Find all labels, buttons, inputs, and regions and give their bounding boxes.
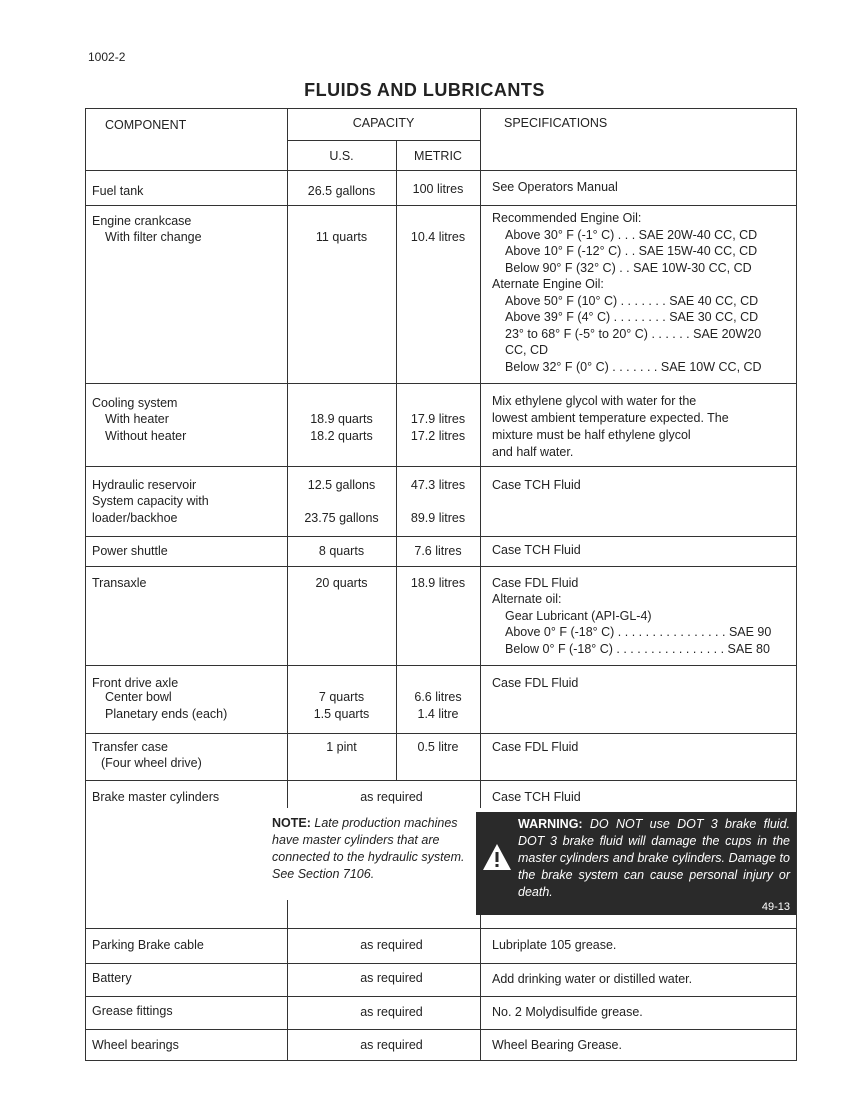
shuttle-spec: Case TCH Fluid — [492, 543, 581, 557]
row-divider — [85, 665, 797, 666]
front-spec: Case FDL Fluid — [492, 676, 579, 690]
table-border-left — [85, 108, 86, 1061]
transfer-spec: Case FDL Fluid — [492, 740, 579, 754]
fuel-us: 26.5 gallons — [307, 184, 376, 198]
front-component-sub: Planetary ends (each) — [105, 707, 228, 721]
engine-spec: Above 10° F (-12° C) . . SAE 15W-40 CC, CD — [505, 244, 758, 258]
engine-spec: Above 30° F (-1° C) . . . SAE 20W-40 CC, CD — [505, 228, 758, 242]
parking-spec: Lubriplate 105 grease. — [492, 938, 617, 952]
transaxle-spec: Below 0° F (-18° C) . . . . . . . . . . . . . . . . SAE 80 — [505, 642, 770, 656]
engine-spec: Aternate Engine Oil: — [492, 277, 604, 291]
row-divider — [85, 566, 797, 567]
shuttle-metric: 7.6 litres — [414, 544, 462, 558]
brake-component: Brake master cylinders — [92, 790, 220, 804]
engine-spec: CC, CD — [505, 343, 549, 357]
grease-component: Grease fittings — [92, 1004, 173, 1018]
transaxle-spec: Alternate oil: — [492, 592, 562, 606]
wheel-capacity: as required — [360, 1038, 423, 1052]
header-us: U.S. — [329, 149, 354, 163]
transfer-us: 1 pint — [326, 740, 357, 754]
engine-spec: Above 39° F (4° C) . . . . . . . . SAE 30 CC, CD — [505, 310, 759, 324]
warning-text — [518, 816, 790, 901]
hydraulic-us: 12.5 gallons — [307, 478, 376, 492]
fuel-metric: 100 litres — [412, 182, 464, 196]
hydraulic-component: loader/backhoe — [92, 511, 178, 525]
header-metric: METRIC — [414, 149, 462, 163]
cooling-spec: lowest ambient temperature expected. The — [492, 411, 729, 425]
header-divider — [85, 170, 797, 171]
row-divider — [85, 996, 797, 997]
engine-spec: Recommended Engine Oil: — [492, 211, 642, 225]
warning-label: WARNING: — [518, 817, 583, 831]
parking-capacity: as required — [360, 938, 423, 952]
fuel-spec: See Operators Manual — [492, 180, 618, 194]
row-divider — [85, 205, 797, 206]
hydraulic-component: System capacity with — [92, 494, 209, 508]
wheel-spec: Wheel Bearing Grease. — [492, 1038, 622, 1052]
engine-spec: Below 90° F (32° C) . . SAE 10W-30 CC, CD — [505, 261, 752, 275]
cooling-component: Cooling system — [92, 396, 178, 410]
table-border-top — [85, 108, 797, 109]
table-border-bottom — [85, 1060, 797, 1061]
front-component: Front drive axle — [92, 676, 179, 690]
hydraulic-spec: Case TCH Fluid — [492, 478, 581, 492]
engine-spec: Above 50° F (10° C) . . . . . . . SAE 40 CC, CD — [505, 294, 759, 308]
transaxle-us: 20 quarts — [315, 576, 368, 590]
column-divider — [480, 108, 481, 808]
cooling-metric: 17.9 litres — [410, 412, 466, 426]
engine-spec: Below 32° F (0° C) . . . . . . . SAE 10W CC, CD — [505, 360, 762, 374]
page-title: FLUIDS AND LUBRICANTS — [304, 80, 545, 100]
note-body: Late production machines have master cylinders that are connected to the hydraulic system. See Section 7106. — [272, 816, 465, 881]
cooling-spec: mixture must be half ethylene glycol — [492, 428, 691, 442]
transfer-component-sub: (Four wheel drive) — [101, 756, 202, 770]
brake-capacity: as required — [360, 790, 423, 804]
transaxle-metric: 18.9 litres — [410, 576, 466, 590]
note-text — [272, 815, 470, 883]
fuel-component: Fuel tank — [92, 184, 144, 198]
row-divider — [85, 383, 797, 384]
row-divider — [85, 780, 797, 781]
row-divider — [85, 963, 797, 964]
cooling-metric: 17.2 litres — [410, 429, 466, 443]
hydraulic-us: 23.75 gallons — [304, 511, 379, 525]
warning-box — [476, 812, 796, 915]
hydraulic-metric: 47.3 litres — [410, 478, 466, 492]
engine-metric: 10.4 litres — [410, 230, 466, 244]
battery-spec: Add drinking water or distilled water. — [492, 972, 693, 986]
hydraulic-metric: 89.9 litres — [410, 511, 466, 525]
wheel-component: Wheel bearings — [92, 1038, 179, 1052]
cooling-us: 18.9 quarts — [310, 412, 373, 426]
page-number: 1002-2 — [88, 50, 126, 64]
header-component: COMPONENT — [105, 118, 187, 132]
warning-triangle-icon — [482, 842, 512, 872]
cooling-spec: Mix ethylene glycol with water for the — [492, 394, 697, 408]
row-divider — [85, 1029, 797, 1030]
grease-spec: No. 2 Molydisulfide grease. — [492, 1005, 643, 1019]
transaxle-spec: Above 0° F (-18° C) . . . . . . . . . . . . . . . . SAE 90 — [505, 625, 772, 639]
note-label: NOTE: — [272, 816, 311, 830]
header-capacity: CAPACITY — [352, 116, 415, 130]
shuttle-us: 8 quarts — [318, 544, 365, 558]
hydraulic-component: Hydraulic reservoir — [92, 478, 197, 492]
engine-component-sub: With filter change — [105, 230, 202, 244]
engine-us: 11 quarts — [315, 230, 368, 244]
front-metric: 1.4 litre — [417, 707, 459, 721]
row-divider — [85, 928, 797, 929]
shuttle-component: Power shuttle — [92, 544, 168, 558]
grease-capacity: as required — [360, 1005, 423, 1019]
row-divider — [85, 536, 797, 537]
row-divider — [85, 733, 797, 734]
warning-code: 49-13 — [761, 901, 790, 913]
battery-component: Battery — [92, 971, 132, 985]
engine-spec: 23° to 68° F (-5° to 20° C) . . . . . . SAE 20W20 — [505, 327, 762, 341]
transfer-metric: 0.5 litre — [417, 740, 459, 754]
transaxle-spec: Case FDL Fluid — [492, 576, 579, 590]
brake-spec: Case TCH Fluid — [492, 790, 581, 804]
transfer-component: Transfer case — [92, 740, 168, 754]
front-us: 7 quarts — [318, 690, 365, 704]
cooling-component-sub: With heater — [105, 412, 169, 426]
engine-component: Engine crankcase — [92, 214, 192, 228]
table-border-right — [796, 108, 797, 1061]
front-metric: 6.6 litres — [414, 690, 462, 704]
capacity-divider — [287, 140, 480, 141]
front-component-sub: Center bowl — [105, 690, 172, 704]
header-specifications: SPECIFICATIONS — [504, 116, 608, 130]
transaxle-component: Transaxle — [92, 576, 147, 590]
transaxle-spec: Gear Lubricant (API-GL-4) — [505, 609, 652, 623]
cooling-us: 18.2 quarts — [310, 429, 373, 443]
battery-capacity: as required — [360, 971, 423, 985]
cooling-spec: and half water. — [492, 445, 574, 459]
row-divider — [85, 466, 797, 467]
front-us: 1.5 quarts — [313, 707, 370, 721]
cooling-component-sub: Without heater — [105, 429, 187, 443]
warning-body: DO NOT use DOT 3 brake fluid. DOT 3 brake fluid will damage the cups in the master cylinders and brake cylinders. Damage to the brake system can cause personal injury or death. — [518, 817, 790, 899]
parking-component: Parking Brake cable — [92, 938, 204, 952]
